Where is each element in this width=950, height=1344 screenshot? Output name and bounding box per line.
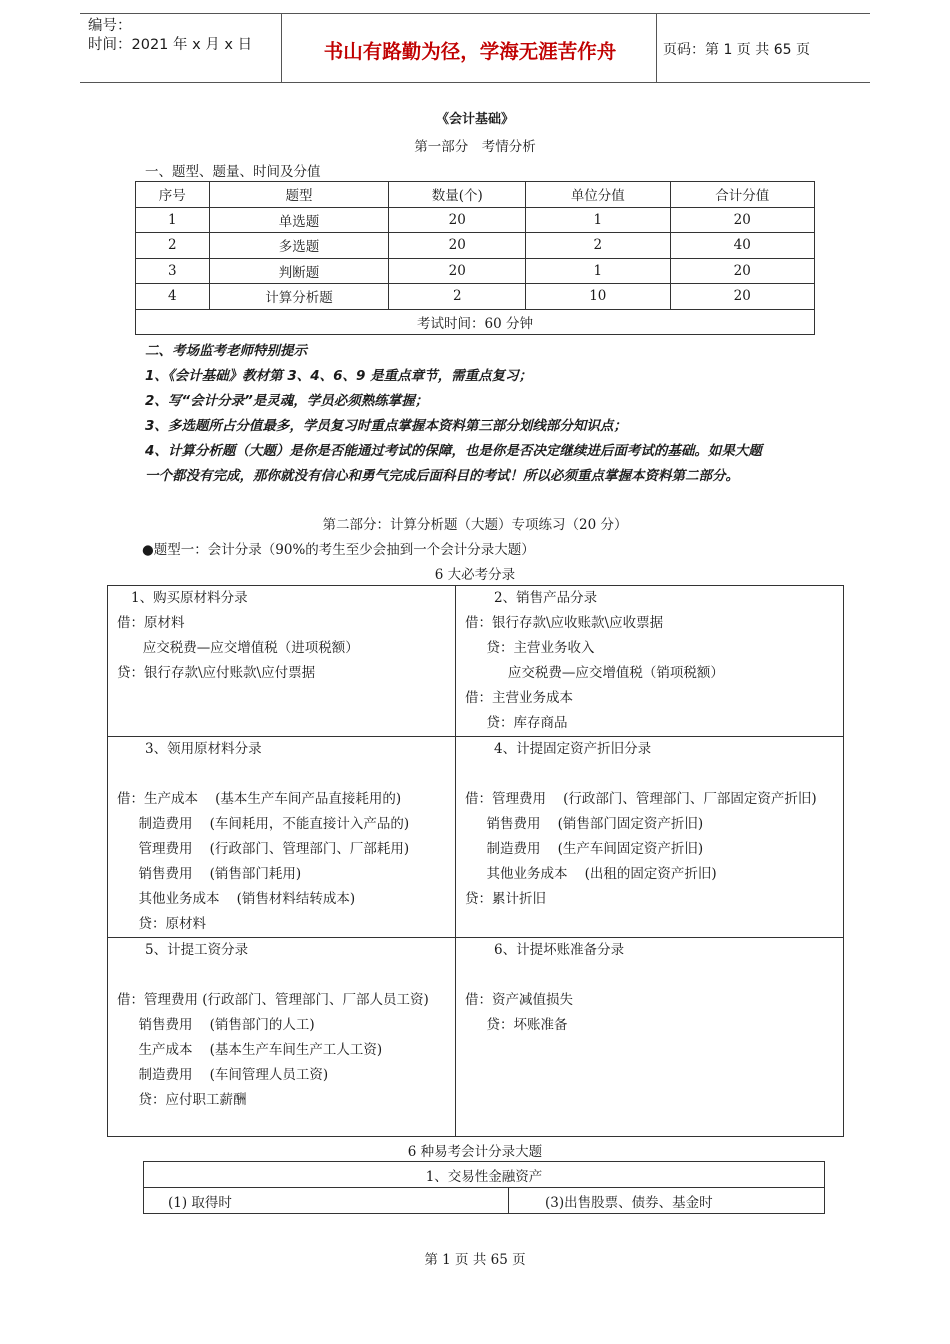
entry-line: 借：银行存款\应收账款\应收票据	[465, 615, 664, 631]
header-date-label: 时间：2021 年 x 月 x 日	[88, 37, 253, 53]
entries-table	[107, 585, 844, 1137]
table-header-cell: 合计分值	[670, 182, 814, 208]
table-cell: 40	[670, 233, 814, 259]
table-cell: 2	[136, 233, 210, 259]
table-cell: 1	[136, 207, 210, 233]
entry-line	[465, 762, 838, 787]
entry-line: 销售费用 (销售部门固定资产折旧)	[465, 816, 704, 832]
entry-cell	[456, 737, 844, 938]
entry-line: 贷：应付职工薪酬	[117, 1092, 247, 1108]
tip-item: 2、写“会计分录”是灵魂，学员必须熟练掌握；	[145, 393, 429, 409]
table-cell: 20	[389, 233, 526, 259]
header-divider	[656, 14, 657, 82]
entry-cell	[108, 938, 456, 1137]
part2-title: 第二部分：计算分析题（大题）专项练习（20 分）	[322, 517, 628, 533]
entry-line: 销售费用 (销售部门的人工)	[117, 1017, 315, 1033]
entry-line: 管理费用 (行政部门、管理部门、厂部耗用)	[117, 841, 410, 857]
entry-line: 贷：主营业务收入	[465, 640, 595, 656]
entry-cell	[108, 586, 456, 737]
six-entries-title: 6 大必考分录	[434, 567, 516, 583]
entry-line: 贷：坏账准备	[465, 1017, 568, 1033]
entry-title: 4、计提固定资产折旧分录	[494, 741, 652, 757]
entry-title: 6、计提坏账准备分录	[494, 942, 625, 958]
entry-line: 贷：原材料	[117, 916, 206, 932]
entry-line: 其他业务成本 (销售材料结转成本)	[117, 891, 356, 907]
entry-line: 借：资产减值损失	[465, 992, 573, 1008]
table-cell: 单选题	[209, 207, 389, 233]
table-cell: 10	[526, 284, 670, 310]
tips-section	[145, 339, 825, 489]
table-row	[108, 938, 844, 1137]
table-cell: 20	[670, 207, 814, 233]
table-header-cell: 题型	[209, 182, 389, 208]
table-cell: 3	[136, 258, 210, 284]
entry-cell	[456, 938, 844, 1137]
table-footer-row	[136, 309, 815, 335]
entry-line: 制造费用 (生产车间固定资产折旧)	[465, 841, 704, 857]
entry-line: 生产成本 (基本生产车间生产工人工资)	[117, 1042, 383, 1058]
table-cell: 判断题	[209, 258, 389, 284]
header-divider	[281, 14, 282, 82]
table-cell: 多选题	[209, 233, 389, 259]
table-header-cell: 单位分值	[526, 182, 670, 208]
table-cell: 计算分析题	[209, 284, 389, 310]
entry-line: 借：生产成本 (基本生产车间产品直接耗用的)	[117, 791, 402, 807]
table-cell: 1	[526, 207, 670, 233]
page-footer: 第 1 页 共 65 页	[424, 1252, 526, 1268]
entry-title: 2、销售产品分录	[494, 590, 598, 606]
entry-line: 借：主营业务成本	[465, 690, 573, 706]
table-cell: 20	[389, 207, 526, 233]
table-row	[136, 207, 815, 233]
table-header-row	[136, 182, 815, 208]
entry-line: 借：管理费用 (行政部门、管理部门、厂部人员工资)	[117, 992, 429, 1008]
entry-line: 制造费用 (车间管理人员工资)	[117, 1067, 329, 1083]
entry-line: 应交税费—应交增值税（销项税额）	[465, 665, 724, 681]
table-row	[136, 284, 815, 310]
table-cell: (1) 取得时	[144, 1188, 509, 1214]
entry-line: 贷：库存商品	[465, 715, 568, 731]
entry-line	[465, 963, 838, 988]
table-cell: 20	[670, 284, 814, 310]
entry-line: 销售费用 (销售部门耗用)	[117, 866, 302, 882]
tip-item: 4、计算分析题（大题）是你是否能通过考试的保障，也是你是否决定继续进后面考试的基础。如果大题	[145, 443, 762, 459]
header-motto: 书山有路勤为径，学海无涯苦作舟	[323, 40, 617, 63]
header-number-label: 编号：	[88, 18, 132, 34]
table-cell: 20	[670, 258, 814, 284]
exam-time-cell: 考试时间：60 分钟	[136, 309, 815, 335]
table-row	[108, 737, 844, 938]
page-header	[80, 13, 870, 83]
entry-line: 制造费用 (车间耗用，不能直接计入产品的)	[117, 816, 410, 832]
table-header-cell: 序号	[136, 182, 210, 208]
part1-title: 第一部分 考情分析	[414, 139, 536, 155]
tip-item: 3、多选题所占分值最多，学员复习时重点掌握本资料第三部分划线部分知识点；	[145, 418, 627, 434]
entry-line: 借：管理费用 (行政部门、管理部门、厂部固定资产折旧)	[465, 791, 817, 807]
table-cell: 20	[389, 258, 526, 284]
table-row	[136, 258, 815, 284]
type1-line: ●题型一：会计分录（90%的考生至少会抽到一个会计分录大题）	[142, 542, 535, 558]
table-row	[108, 586, 844, 737]
tip-item: 一个都没有完成，那你就没有信心和勇气完成后面科目的考试！所以必须重点掌握本资料第二部分。	[145, 468, 739, 484]
header-meta	[88, 17, 280, 55]
entry-line: 贷：累计折旧	[465, 891, 546, 907]
entry-line	[117, 762, 450, 787]
easy-entries-table	[143, 1161, 825, 1214]
entry-cell	[108, 737, 456, 938]
header-page-info: 页码：第 1 页 共 65 页	[663, 42, 810, 58]
entry-title: 3、领用原材料分录	[145, 741, 262, 757]
exam-table	[135, 181, 815, 335]
doc-title: 《会计基础》	[435, 112, 514, 127]
entry-line	[117, 963, 450, 988]
table-row	[144, 1162, 825, 1188]
entry-line: 贷：银行存款\应付账款\应付票据	[117, 665, 316, 681]
entry-title: 5、计提工资分录	[145, 942, 249, 958]
table-cell: 1	[526, 258, 670, 284]
table-header-cell: 1、交易性金融资产	[144, 1162, 825, 1188]
tip-item: 1、《会计基础》教材第 3、4、6、9 是重点章节，需重点复习；	[145, 368, 533, 384]
table-cell: (3)出售股票、债券、基金时	[509, 1188, 825, 1214]
table-row	[144, 1188, 825, 1214]
table-cell: 4	[136, 284, 210, 310]
table-cell: 2	[526, 233, 670, 259]
entry-line: 应交税费—应交增值税（进项税额）	[117, 640, 359, 656]
section1-title: 一、题型、题量、时间及分值	[145, 164, 321, 180]
entry-cell	[456, 586, 844, 737]
easy-entries-title: 6 种易考会计分录大题	[407, 1144, 543, 1160]
entry-line: 借：原材料	[117, 615, 185, 631]
entry-title: 1、购买原材料分录	[131, 590, 248, 606]
table-header-cell: 数量(个)	[389, 182, 526, 208]
tips-title: 二、考场监考老师特别提示	[145, 343, 307, 359]
table-cell: 2	[389, 284, 526, 310]
table-row	[136, 233, 815, 259]
entry-line: 其他业务成本 (出租的固定资产折旧)	[465, 866, 717, 882]
